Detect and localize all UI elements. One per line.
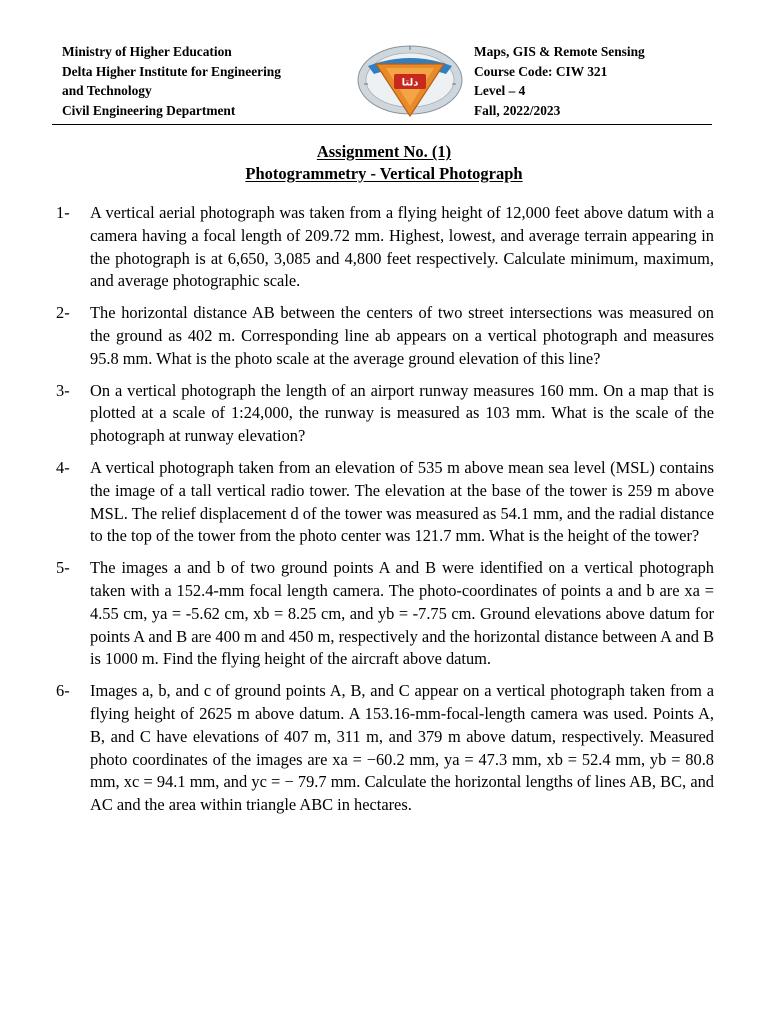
question-number: 2- xyxy=(56,303,70,323)
institute-logo xyxy=(354,44,466,120)
course-level: Level – 4 xyxy=(474,83,526,99)
logo-text: دلتا xyxy=(401,77,419,89)
question-item xyxy=(56,557,714,671)
header-divider xyxy=(52,124,712,125)
question-text: On a vertical photograph the length of an airport runway measures 160 mm. On a map that is plotted at a scale of 1:24,000, the runway is measured as 103 mm. What is the scale of the photograph at runway elevation? xyxy=(90,380,714,446)
question-text: A vertical aerial photograph was taken from a flying height of 12,000 feet above datum with a camera having a focal length of 209.72 mm. Highest, lowest, and average terrain appearing in the photograph is at 6,650, 3,085 and 4,800 feet respectively. Calculate minimum, maximum, and average photographic scale. xyxy=(90,203,714,291)
question-number: 4- xyxy=(56,457,70,477)
question-item xyxy=(56,457,714,548)
institute-line-2: and Technology xyxy=(62,83,152,99)
question-item xyxy=(56,202,714,293)
institute-line-1: Delta Higher Institute for Engineering xyxy=(62,63,281,79)
assignment-topic: Photogrammetry - Vertical Photograph xyxy=(245,164,523,183)
document-header xyxy=(62,42,712,124)
course-code: Course Code: CIW 321 xyxy=(474,63,608,79)
course-title: Maps, GIS & Remote Sensing xyxy=(474,44,645,59)
question-item xyxy=(56,680,714,817)
assignment-title xyxy=(0,141,768,185)
question-number: 3- xyxy=(56,380,70,400)
question-item xyxy=(56,302,714,370)
ministry-line: Ministry of Higher Education xyxy=(62,44,232,59)
question-text: Images a, b, and c of ground points A, B, and C appear on a vertical photograph taken from a flying height of 2625 m above datum. A 153.16-mm-focal-length camera was used. Points A, B, and C have elevations of 407 m, 311 m, and 379 m above datum, respectively. Measured photo coordinates of the images are xa = −60.2 mm, ya = 47.3 mm, xb = 52.4 mm, yb = 80.8 mm, xc = 94.1 mm, and yc = − 79.7 mm. Calculate the horizontal lengths of lines AB, BC, and AC and the area within triangle ABC in hectares. xyxy=(90,681,714,815)
question-number: 5- xyxy=(56,558,70,578)
course-info xyxy=(474,42,645,120)
department-line: Civil Engineering Department xyxy=(62,102,236,118)
question-list xyxy=(56,202,714,826)
assignment-number: Assignment No. (1) xyxy=(316,142,452,161)
question-number: 6- xyxy=(56,681,70,701)
question-text: The horizontal distance AB between the centers of two street intersections was measured on the ground as 402 m. Corresponding line ab appears on a vertical photograph and measures 95.8 mm. What is the photo scale at the average ground elevation of this line? xyxy=(90,303,714,368)
question-number: 1- xyxy=(56,203,70,222)
delta-logo-icon xyxy=(354,44,466,120)
institution-info xyxy=(62,42,281,120)
question-text: The images a and b of two ground points A and B were identified on a vertical photograph taken with a 152.4-mm focal length camera. The photo-coordinates of points a and b are xa = 4.55 cm, ya = -5.62 cm, xb = 8.25 cm, and yb = -7.75 cm. Ground elevations above datum for points A and B are 400 m and 450 m, respectively and the horizontal distance between A and B is 1000 m. Find the flying height of the aircraft above datum. xyxy=(90,558,714,669)
question-item xyxy=(56,380,714,448)
course-term: Fall, 2022/2023 xyxy=(474,102,561,118)
question-text: A vertical photograph taken from an elevation of 535 m above mean sea level (MSL) contains the image of a tall vertical radio tower. The elevation at the base of the tower is 259 m above MSL. The relief displacement d of the tower was measured as 54.1 mm, and the radial distance to the top of the tower from the photo center was 121.7 mm. What is the height of the tower? xyxy=(90,457,714,546)
